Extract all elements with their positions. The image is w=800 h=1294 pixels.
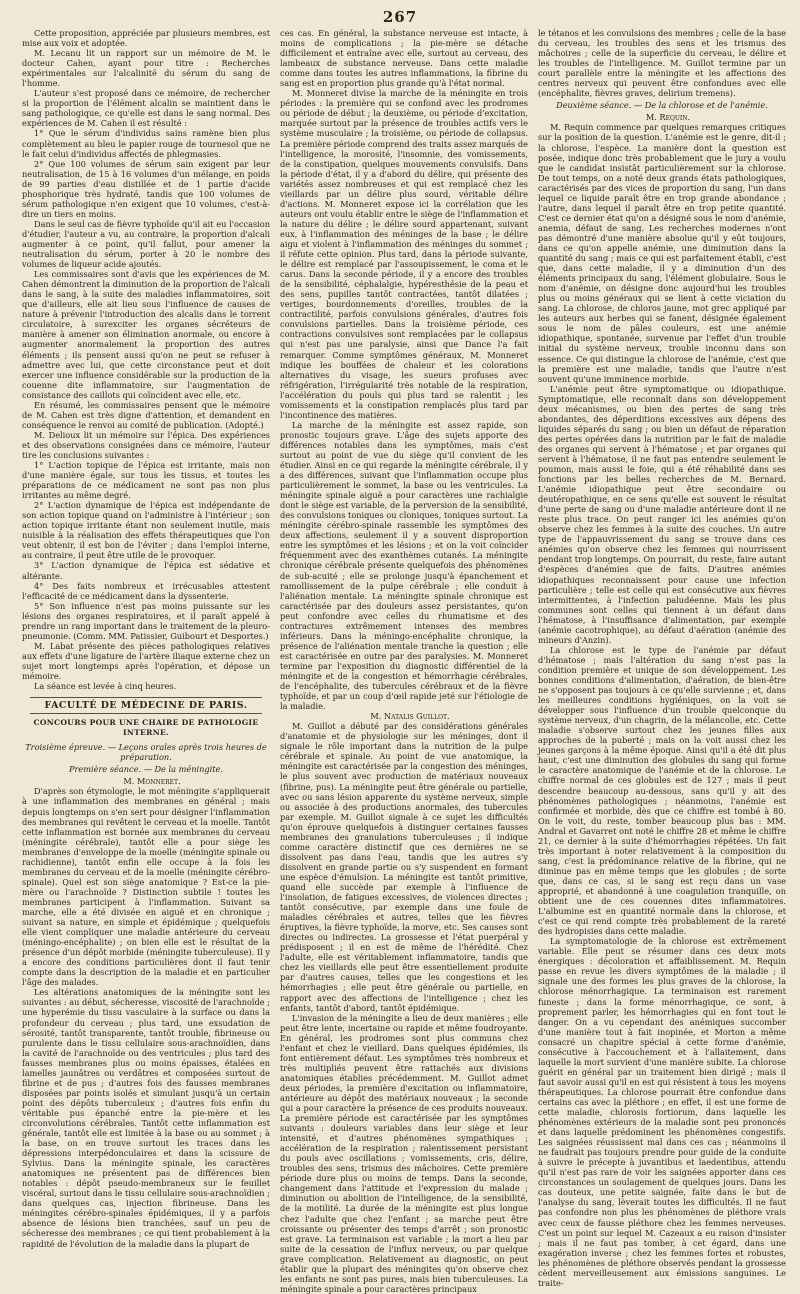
paragraph: M. Labat présente des pièces pathologiques relatives aux effets d'une ligature de l'artère iliaque externe chez un sujet mort longtemps après l'opération, et dépose un mémoire. bbox=[22, 640, 270, 681]
paragraph: 1° L'action topique de l'épica est irritante, mais non d'une manière égale, sur tous les tissus, et toutes les préparations de ce médicament ne sont pas non plus irritantes au même degré. bbox=[22, 460, 270, 501]
section-title: FACULTÉ DE MÉDECINE DE PARIS. bbox=[44, 700, 248, 712]
column-1 bbox=[22, 28, 270, 1249]
paragraph: L'anémie peut être symptomatique ou idiopathique. Symptomatique, elle reconnaît dans son développement deux mécanismes, ou bien des pertes de sang très abondantes, des déperditions excessives aux dépens des liquides séparés du sang ; ou bien un défaut de réparation des pertes opérées dans la nutrition par le fait de maladie des organes qui servent à l'hématose ; et par organes qui servent à l'hématose, il ne faut pas entendre seulement le poumon, mais aussi le foie, qui a été réhabilité dans ses fonctions par les belles recherches de M. Bernard. L'anémie idiopathique peut être secondaire ou deutéropathique, en ce sens qu'elle est souvent le résultat d'une perte de sang ou d'une maladie antérieure dont il ne reste plus trace. On peut ranger ici les anémies qu'on observe chez les femmes à la suite des couches. Un autre type de l'appauvrissement du sang se trouve dans ces anémies qu'on observe chez les femmes qui nourrissent pendant trop longtemps. On pourrait, du reste, faire autant d'espèces d'anémies que de faits. D'autres anémies idiopathiques reconnaissent pour cause une infection particulière ; telle est celle qui est consécutive aux fièvres intermittentes, à l'infection paludéenne. Mais les plus communes sont celles qui tiennent à un défaut dans l'hématose, à l'insuffisance d'alimentation, par exemple (anémie cacotrophique), au défaut d'aération (anémie des mineurs d'Anzin). bbox=[538, 383, 786, 645]
section-rule-bottom bbox=[30, 713, 262, 714]
paragraph: 2° Que 100 volumes de sérum sain exigent par leur neutralisation, de 15 à 16 volumes d'un mélange, en poids de 99 parties d'eau distillée et de 1 partie d'acide phosphorique très hydraté, tandis que 100 volumes de sérum pathologique n'en exigent que 10 volumes, c'est-à-dire un tiers en moins. bbox=[22, 158, 270, 219]
epreuve-line: Troisième épreuve. — Leçons orales après trois heures de préparation. bbox=[25, 742, 267, 763]
paragraph: Les altérations anatomiques de la méningite sont les suivantes : au début, sécheresse, viscosité de l'arachnoïde ; une hyperémie du tissu vasculaire à la surface ou dans la profondeur du cerveau ; plus tard, une exsudation de sérosité, tantôt transparente, tantôt trouble, fibrineuse ou purulente dans le tissu cellulaire sous-arachnoïdien, dans la cavité de l'arachnoïde ou des ventricules ; plus tard des fausses membranes plus ou moins épaisses, étalées en lamelles jaunâtres ou verdâtres et composées surtout de fibrine et de pus ; d'autres fois des fausses membranes disposées par points isolés et simulant jusqu'à un certain point des dépôts tuberculeux ; d'autres fois enfin du véritable pus épanché entre la pie-mère et les circonvolutions cérébrales. Tantôt cette inflammation est générale, tantôt elle est limitée à la base ou au sommet ; à la base, on en trouve surtout les traces dans les dépressions interpédonculaires et dans la scissure de Sylvius. Dans la méningite spinale, les caractères anatomiques ne présentent pas de différences bien notables : dépôt pseudo-membraneux sur le feuillet viscéral, surtout dans le tissu cellulaire sous-arachnoïdien ; dans quelques cas, injection fibrineuse. Dans les méningites cérébro-spinales épidémiques, il y a parfois absence de lésions bien tranchées, sauf un peu de sécheresse des membranes ; ce qui tient probablement à la rapidité de l'évolution de la maladie dans la plupart de bbox=[22, 987, 270, 1249]
paragraph: 3° L'action dynamique de l'épica est sédative et altérante. bbox=[22, 560, 270, 581]
speaker-name: M. Requin. bbox=[645, 112, 691, 123]
paragraph: 1° Que le sérum d'individus sains ramène bien plus complètement au bleu le papier rouge de tournesol que ne le fait celui d'individus affectés de phlegmasies. bbox=[22, 128, 270, 159]
paragraph: 4° Des faits nombreux et irrécusables attestent l'efficacité de ce médicament dans la dyssenterie. bbox=[22, 580, 270, 601]
paragraph: Cette proposition, appréciée par plusieurs membres, est mise aux voix et adoptée. bbox=[22, 28, 270, 49]
paragraph: La chlorose est le type de l'anémie par défaut d'hématose ; mais l'altération du sang n'est pas la condition première et unique de son développement. Les bonnes conditions d'alimentation, d'aération, de bien-être ne s'opposent pas toujours à ce qu'elle survienne ; et, dans les meilleures conditions hygiéniques, on la voit se développer sous l'influence d'un trouble quelconque du système nerveux, d'un chagrin, de la mélancolie, etc. Cette maladie s'observe surtout chez les jeunes filles aux approches de la puberté ; mais on la voit aussi chez les jeunes garçons à la même époque. Ainsi qu'il a été dit plus haut, c'est une diminution des globules du sang qui forme le caractère anatomique de l'anémie et de la chlorose. Le chiffre normal de ces globules est de 127 ; mais il peut descendre beaucoup au-dessous, sans qu'il y ait des phénomènes pathologiques ; néanmoins, l'anémie est confirmée et morbide, dès que ce chiffre est tombé à 80. On le voit, du reste, tomber beaucoup plus bas : MM. Andral et Gavarret ont noté le chiffre 28 et même le chiffre 21, ce dernier à la suite d'hémorrhagies répétées. Un fait très important à noter relativement à la composition du sang, c'est la prédominance relative de la fibrine, qui ne diminue pas en même temps que les globules ; de sorte que, dans ce cas, si le sang est reçu dans un vase approprié, et abandonné à une coagulation tranquille, on obtient une de ces couennes dites inflammatoires. L'albumine est en quantité normale dans la chlorose, et c'est ce qui rend compte très probablement de la rareté des hydropisies dans cette maladie. bbox=[538, 644, 786, 937]
paragraph: le tétanos et les convulsions des membres ; celle de la base du cerveau, les troubles des sens et les trismus des mâchoires ; celle de la superficie du cerveau, le délire et les troubles de l'intelligence. M. Guillot termine par un court parallèle entre la méningite et les affections des centres nerveux qui peuvent être confondues avec elle (encéphalite, fièvres graves, delirium tremens). bbox=[538, 28, 786, 99]
paragraph: D'après son étymologie, le mot méningite s'appliquerait à une inflammation des membranes en général ; mais depuis longtemps on s'en sert pour désigner l'inflammation des membranes qui revêtent le cerveau et la moelle. Tantôt cette inflammation est bornée aux membranes du cerveau (méningite cérébrale), tantôt elle a pour siège les membranes d'enveloppe de la moelle (méningite spinale ou rachidienne), tantôt enfin elle occupe à la fois les membranes du cerveau et de la moelle (méningite cérébro-spinale). Quel est son siège anatomique ? Est-ce la pie-mère ou l'arachnoïde ? Distinction subtile ! toutes les membranes participent à l'inflammation. Suivant sa marche, elle a été divisée en aiguë et en chronique ; suivant sa nature, en simple et épidémique ; quelquefois elle vient compliquer une maladie antérieure du cerveau (méningo-encéphalite) ; on bien elle est le résultat de la présence d'un dépôt morbide (méningite tuberculeuse). Il y a encore des conditions particulières dont il faut tenir compte dans la description de la maladie et en particulier l'âge des malades. bbox=[22, 786, 270, 988]
seance-heading: Deuxième séance. — De la chlorose et de l'anémie. bbox=[556, 100, 768, 111]
page-number: 267 bbox=[382, 8, 418, 26]
paragraph: La marche de la méningite est assez rapide, son pronostic toujours grave. L'âge des sujets apporte des différences notables dans les symptômes, mais c'est surtout au point de vue du siège qu'il convient de les étudier. Ainsi en ce qui regarde la méningite cérébrale, il y a des différences, suivant que l'inflammation occupe plus particulièrement le sommet, la base ou les ventricules. La méningite spinale aiguë a pour caractères une rachialgie dont le siège est variable, de la perversion de la sensibilité, des convulsions toniques ou cloniques, toniques surtout. La méningite cérébro-spinale rassemble les symptômes des deux affections, seulement il y a souvent disproportion entre les symptômes et les lésions ; et on la voit coïncider fréquemment avec des exanthèmes cutanés. La méningite chronique cérébrale présente quelquefois des phénomènes de sub-acuité ; elle se prolonge jusqu'à épanchement et ramollissement de la pulpe cérébrale ; elle conduit à l'aliénation mentale. La méningite spinale chronique est caractérisée par des douleurs assez persistantes, qu'on peut confondre avec celles du rhumatisme et des contractures extrêmement intenses des membres inférieurs. Dans la méningo-encéphalite chronique, la présence de l'aliénation mentale tranche la question ; elle est caractérisée en outre par des paralysies. M. Monneret termine par l'exposition du diagnostic différentiel de la méningite et de la congestion et hémorrhagie cérébrales, de l'encéphalite, des tubercules cérébraux et de la fièvre typhoïde, et par un coup d'œil rapide jeté sur l'étiologie de la maladie. bbox=[280, 419, 528, 712]
paragraph: La symptomatologie de la chlorose est extrêmement variable. Elle peut se résumer dans ces deux mots énergiques : décoloration et affaiblissement. M. Requin passe en revue les divers symptômes de la maladie ; il signale une des formes les plus graves de la chlorose, la chlorose ménorrhagique. La terminaison est rarement funeste ; dans la forme ménorrhagique, ce sont, à proprement parler, les hémorrhagies qui en font tout le danger. On a vu cependant des anémiques succomber d'une manière tout à fait inopinée, et Morton a même consacré un chapitre spécial à cette forme d'anémie, consécutive à l'accouchement et à l'allaitement, dans laquelle la mort survient d'une manière subite. La chlorose guérit en général par un traitement bien dirigé ; mais il faut savoir aussi qu'il en est qui résistent à tous les moyens thérapeutiques. La chlorose pourrait être confondue dans certains cas avec la pléthore ; en effet, il est une forme de cette maladie, chlorosis fortiorum, dans laquelle les phénomènes extérieurs de la maladie sont peu prononcés et dans laquelle prédominent les phénomènes congestifs. Les saignées réussissent mal dans ces cas ; néanmoins il ne faudrait pas toujours prendre pour guide de la conduite à suivre le précepte à juvantibus et laedentibus, attendu qu'il n'est pas rare de voir les saignées apporter dans ces circonstances un soulagement de quelques jours. Dans les cas douteux, une petite saignée, faite dans le but de l'analyse du sang, lèverait toutes les difficultés. Il ne faut pas confondre non plus les phénomènes de pléthore vrais avec ceux de fausse pléthore chez les femmes nerveuses. C'est un point sur lequel M. Cazeaux a eu raison d'insister ; mais il ne faut pas tomber, à cet égard, dans une exagération inverse ; chez les femmes fortes et robustes, les phénomènes de pléthore observés pendant la grossesse cèdent merveilleusement aux émissions sanguines. Le traite- bbox=[538, 936, 786, 1288]
column-3 bbox=[538, 28, 786, 1288]
paragraph: L'auteur s'est proposé dans ce mémoire, de rechercher si la proportion de l'élément alcalin se maintient dans le sang pathologique, ce qu'elle est dans le sang normal. Des expériences de M. Cahen il est résulté : bbox=[22, 88, 270, 129]
paragraph: M. Requin commence par quelques remarques critiques sur la position de la question. L'anémie est le genre, dit-il ; la chlorose, l'espèce. La manière dont la question est posée, indique donc très probablement que le jury a voulu que le candidat insistât particulièrement sur la chlorose. De tout temps, on a noté deux grands états pathologiques, caractérisés par des vices de proportion du sang, l'un dans lequel ce liquide paraît être en trop grande abondance ; l'autre, dans lequel il paraît être en trop petite quantité. C'est ce dernier état qu'on a désigné sous le nom d'anémie, anemia, défaut de sang. Les recherches modernes n'ont pas démontré d'une manière absolue qu'il y eût toujours, dans ce qu'on appelle anémie, une diminution dans la quantité du sang ; mais ce qui est parfaitement établi, c'est que, dans cette maladie, il y a diminution d'un des éléments principaux du sang, l'élément globulaire. Sous le nom d'anémie, on désigne donc aujourd'hui les troubles plus ou moins généraux qui se lient à cette viciation du sang. La chlorose, de chloros jaune, mot grec appliqué par les auteurs aux herbes qui se fanent, désignée également sous le nom de pâles couleurs, est une anémie idiopathique, spontanée, survenue par l'effet d'un trouble initial du système nerveux, trouble inconnu dans son essence. Ce qui distingue la chlorose de l'anémie, c'est que la première est une maladie, tandis que l'autre n'est souvent qu'une imminence morbide. bbox=[538, 122, 786, 384]
speaker-name: M. Monneret. bbox=[123, 776, 181, 787]
paragraph: 5° Son influence n'est pas moins puissante sur les lésions des organes respiratoires, et il paraît appelé à prendre un rang important dans le traitement de la pleuro-pneumonie. (Comm. MM. Patissier, Guibourt et Desportes.) bbox=[22, 600, 270, 641]
section-subtitle: CONCOURS POUR UNE CHAIRE DE PATHOLOGIE INTERNE. bbox=[33, 718, 259, 738]
paragraph: La séance est levée à cinq heures. bbox=[34, 681, 177, 692]
paragraph: ces cas. En général, la substance nerveuse est intacte, à moins de complications ; la pie-mère se détache difficilement et entraîne avec elle, surtout au cerveau, des lambeaux de substance nerveuse. Dans cette maladie comme dans toutes les autres inflammations, la fibrine du sang est en proportion plus grande qu'à l'état normal. bbox=[280, 28, 528, 89]
paragraph: M. Lecanu lit un rapport sur un mémoire de M. le docteur Cahen, ayant pour titre : Recherches expérimentales sur l'alcalinité du sérum du sang de l'homme. bbox=[22, 48, 270, 89]
speaker-name: M. Natalis Guillot. bbox=[370, 711, 450, 722]
section-rule-top bbox=[30, 697, 262, 698]
text-columns bbox=[22, 28, 786, 1294]
paragraph: Les commissaires sont d'avis que les expériences de M. Cahen démontrent la diminution de la proportion de l'alcali dans le sang, à la suite des maladies inflammatoires, soit que d'ailleurs, elle ait lieu sous l'influence de causes de nature à prévenir l'introduction des alcalis dans le torrent circulatoire, à surexciter les organes sécréteurs de manière à amener son élimination anormale, ou encore à augmenter anormalement la proportion des autres éléments ; ils pensent aussi qu'on ne peut se refuser à admettre avec lui, que cette circonstance peut et doit exercer une influence considérable sur la production de la couenne dite inflammatoire, sur l'augmentation de consistance des caillots qui coïncident avec elle, etc. bbox=[22, 269, 270, 400]
paragraph: M. Delioux lit un mémoire sur l'épica. Des expériences et des observations consignées dans ce mémoire, l'auteur tire les conclusions suivantes : bbox=[22, 429, 270, 460]
column-2 bbox=[280, 28, 528, 1294]
paragraph: M. Monneret divise la marche de la méningite en trois périodes : la première qui se confond avec les prodromes ou période de début ; la deuxième, ou période d'excitation, marquée surtout par la présence de troubles actifs vers le système musculaire ; la troisième, ou période de collapsus. La première période comprend des traits assez marqués de l'intelligence, la morosité, l'insomnie, des vomissements, de la constipation, quelques mouvements convulsifs. Dans la période d'état, il y a d'abord du délire, qui présente des variétés assez nombreuses et qui est remplacé chez les vieillards par un délire plus sourd, véritable délire d'actions. M. Monneret expose ici la corrélation que les auteurs ont voulu établir entre le siège de l'inflammation et la nature du délire ; le délire sourd appartenant, suivant eux, à l'inflammation des méninges de la base ; le délire aigu et violent à l'inflammation des méninges du sommet ; il réfute cette opinion. Plus tard, dans la période suivante, le délire est remplacé par l'assoupissement, le coma et le carus. Dans la seconde période, il y a encore des troubles de la sensibilité, céphalalgie, hypéresthésie de la peau et des sens, pupilles tantôt contractées, tantôt dilatées ; vertiges, bourdonnements d'oreilles, troubles de la contractilité, parfois convulsions générales, d'autres fois convulsions partielles. Dans la troisième période, ces contractions convulsives sont remplacées par le collapsus qui n'est pas une paralysie, ainsi que Dance l'a fait remarquer. Comme symptômes généraux, M. Monneret indique les bouffées de chaleur et les colorations alternatives du visage, les sueurs profuses avec réfrigération, l'irrégularité très notable de la respiration, l'accélération du pouls qui plus tard se ralentit ; les vomissements et la constipation remplacés plus tard par l'incontinence des matières. bbox=[280, 88, 528, 420]
paragraph: M. Guillot a débuté par des considérations générales d'anatomie et de physiologie sur les méninges, dont il signale le rôle important dans la nutrition de la pulpe cérébrale et spinale. Au point de vue anatomique, la méningite est caractérisée par la congestion des méninges, le plus souvent avec production de matériaux nouveaux (fibrine, pus). La méningite peut être générale ou partielle, avec ou sans lésion apparente du système nerveux, simple ou associée à des productions anormales, des tubercules par exemple. M. Guillot signale à ce sujet les difficultés qu'on éprouve quelquefois à distinguer certaines fausses membranes des granulations tuberculeuses ; il indique comme caractère distinctif que ces dernières ne se dissolvent pas dans l'eau, tandis que les autres s'y dissolvent en grande partie ou s'y suspendent en formant une espèce d'émulsion. La méningite est tantôt primitive, quand elle succède par exemple à l'influence de l'insolation, de fatigues excessives, de violences directes ; tantôt consécutive, par exemple dans une foule de maladies cérébrales et autres, telles que les fièvres éruptives, la fièvre typhoïde, la morve, etc. Ses causes sont directes ou indirectes. La grossesse et l'état puerpéral y prédisposent ; il en est de même de l'hérédité. Chez l'adulte, elle est véritablement inflammatoire, tandis que chez les vieillards elle peut être essentiellement produite par d'autres causes, telles que les congestions et les hémorrhagies ; elle peut être générale ou partielle, en rapport avec des affections de l'intelligence ; chez les enfants, tantôt d'abord, tantôt épidémique. bbox=[280, 721, 528, 1013]
paragraph: En résumé, les commissaires pensent que le mémoire de M. Cahen est très digne d'attention, et demandent en conséquence le renvoi au comité de publication. (Adopté.) bbox=[22, 399, 270, 430]
paragraph: L'invasion de la méningite a lieu de deux manières ; elle peut être lente, incertaine ou rapide et même foudroyante. En général, les prodromes sont plus communs chez l'enfant et chez le vieillard. Dans quelques épidémies, ils font entièrement défaut. Les symptômes très nombreux et très multipliés peuvent être rattachés aux divisions anatomiques établies précédemment. M. Guillot admet deux périodes, la première d'excitation ou inflammatoire, antérieure au dépôt des matériaux nouveaux ; la seconde qui a pour caractère la présence de ces produits nouveaux. La première période est caractérisée par les symptômes suivants : douleurs variables dans leur siège et leur intensité, et d'autres phénomènes sympathiques ; accélération de la respiration ; ralentissement persistant du pouls avec oscillations ; vomissements, cris, délire, troubles des sens, trismus des mâchoires. Cette première période dure plus ou moins de temps. Dans la seconde, changement dans l'attitude et l'expression du malade ; diminution ou abolition de l'intelligence, de la sensibilité, de la motilité. La durée de la méningite est plus longue chez l'adulte que chez l'enfant ; sa marche peut être croissante ou présenter des temps d'arrêt ; son pronostic est grave. La terminaison est variable ; la mort a lieu par suite de la cessation de l'influx nerveux, ou par quelque grave complication. Relativement au diagnostic, on peut établir que la plupart des méningites qu'on observe chez les enfants ne sont pas pures, mais bien tuberculeuses. La méningite spinale a pour caractères principaux bbox=[280, 1012, 528, 1294]
paragraph: 2° L'action dynamique de l'épica est indépendante de son action topique quand on l'administre à l'intérieur ; son action topique irritante étant non seulement inutile, mais nuisible à la réalisation des effets thérapeutiques que l'on veut obtenir, il est bon de l'éviter ; dans l'emploi interne, au contraire, il peut être utile de le provoquer. bbox=[22, 500, 270, 561]
paragraph: Dans le seul cas de fièvre typhoïde qu'il ait eu l'occasion d'étudier, l'auteur a vu, au contraire, la proportion d'alcali augmenter à ce point, qu'il fallut, pour amener la neutralisation du sérum, porter à 20 le nombre des volumes de liqueur acide ajoutés. bbox=[22, 218, 270, 270]
seance-heading: Première séance. — De la méningite. bbox=[69, 764, 223, 775]
